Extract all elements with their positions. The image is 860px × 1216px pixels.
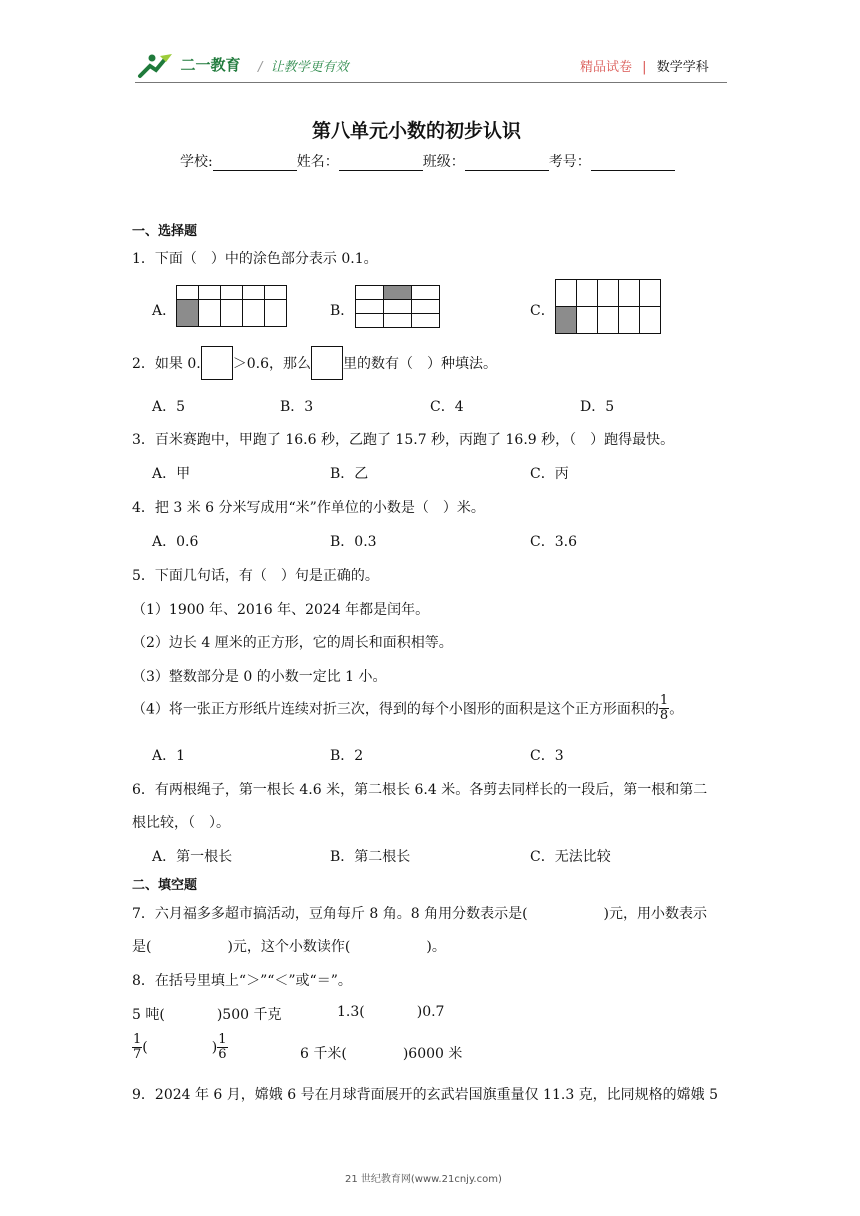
q8-item-4-left: 6 千米( [300,1046,347,1062]
q5-option-a: A．1 [152,748,186,764]
q8-fraction-1 [132,1033,142,1062]
q7-line-2 [132,936,446,956]
q1-figure-a [176,285,287,327]
q1-option-c: C． [530,303,555,319]
q5-statement-4 [132,694,683,723]
q7-text-2: )元，用小数表示 [603,906,708,922]
page-footer: 21 世纪教育网(www.21cnjy.com) [345,1174,502,1185]
q5-fraction-denominator: 8 [659,708,669,723]
q8-fraction-2-denominator: 6 [218,1047,227,1062]
section-heading-fill: 二、填空题 [132,878,198,893]
q6-stem-line-1: 6．有两根绳子，第一根长 4.6 米，第二根长 6.4 米。各剪去同样长的一段后，第一根和第二 [132,782,708,798]
q6-option-c: C．无法比较 [530,849,611,865]
q7-line-1 [132,903,707,923]
q1-option-b: B． [330,303,355,319]
runner-logo-icon [136,52,176,80]
q8-item-4 [300,1043,462,1063]
q5-option-b: B．2 [330,748,364,764]
q2-option-c: C．4 [430,399,464,415]
q8-item-2-left: 1.3( [337,1004,365,1020]
q1-stem: 1．下面（ ）中的涂色部分表示 0.1。 [132,251,378,267]
name-blank[interactable] [339,156,423,171]
slogan-text: 让教学更有效 [270,60,349,75]
q2-text-1: 2．如果 0. [132,356,201,372]
page-title: 第八单元小数的初步认识 [312,120,522,142]
q2-option-d: D．5 [580,399,615,415]
student-info [180,151,675,171]
q2-text-3: 里的数有（ ）种填法。 [342,356,497,372]
q8-fraction-1-denominator: 7 [133,1047,142,1062]
header-subject: 数学学科 [656,60,709,75]
q8-item-2-right: )0.7 [416,1004,445,1020]
q8-item-1 [132,1004,281,1024]
q8-item-2 [337,1004,444,1020]
q4-option-b: B．0.3 [330,534,377,550]
q2-option-a: A．5 [152,399,186,415]
class-label: 班级： [422,154,465,170]
q8-item-4-right: )6000 米 [402,1046,463,1062]
q8-item-3 [132,1033,228,1062]
q1-figure-c [555,279,661,334]
header-divider [135,82,727,83]
q2-text-2: ＞0.6，那么 [232,356,311,372]
slogan: / 让教学更有效 [258,60,349,75]
q5-statement-2: （2）边长 4 厘米的正方形，它的周长和面积相等。 [132,635,453,651]
brand-logo [136,52,240,80]
q2-option-b: B．3 [280,399,314,415]
q5-statement-1: （1）1900 年、2016 年、2024 年都是闰年。 [132,602,430,618]
q8-stem: 8．在括号里填上“＞”“＜”或“＝”。 [132,973,352,989]
q7-text-5: )。 [426,939,446,955]
q5-stem: 5．下面几句话，有（ ）句是正确的。 [132,568,379,584]
class-blank[interactable] [465,156,549,171]
header-separator: | [642,60,647,75]
section-heading-choice: 一、选择题 [132,224,198,239]
header-right [580,56,709,75]
q8-item-1-left: 5 吨( [132,1007,165,1023]
q5-fraction-numerator: 1 [659,693,669,708]
q3-option-a: A．甲 [152,466,191,482]
q8-open-paren: ( [142,1039,148,1056]
q6-stem-line-2: 根比较，（ ）。 [132,815,230,831]
q1-option-a: A． [152,303,177,319]
school-label: 学校: [180,154,213,170]
exam-no-blank[interactable] [591,156,675,171]
q8-close-paren: ) [211,1039,218,1056]
q5-fraction [659,694,669,723]
q6-option-a: A．第一根长 [152,849,233,865]
q8-fraction-2-numerator: 1 [218,1032,227,1047]
q8-fraction-1-numerator: 1 [133,1032,142,1047]
q6-option-b: B．第二根长 [330,849,411,865]
q8-fraction-2 [217,1033,227,1062]
q5-statement-3: （3）整数部分是 0 的小数一定比 1 小。 [132,669,387,685]
q5-statement-4-end: 。 [669,701,684,718]
q9-stem-line-1: 9．2024 年 6 月，嫦娥 6 号在月球背面展开的玄武岩国旗重量仅 11.3 克，比同规格的嫦娥 5 [132,1087,719,1103]
q1-figure-b [355,285,440,328]
name-label: 姓名： [296,154,339,170]
q4-stem: 4．把 3 米 6 分米写成用“米”作单位的小数是（ ）米。 [132,500,485,516]
school-blank[interactable] [213,156,297,171]
q2-answer-box-ref [311,346,343,380]
header-tag: 精品试卷 [580,60,633,75]
q4-option-c: C．3.6 [530,534,577,550]
q2-stem [132,346,497,380]
q8-item-1-right: )500 千克 [216,1007,282,1023]
q2-answer-box[interactable] [201,346,233,380]
q7-text-1: 7．六月福多多超市搞活动，豆角每斤 8 角。8 角用分数表示是( [132,906,528,922]
brand-name: 二一教育 [180,56,241,74]
q7-text-4: )元，这个小数读作( [227,939,351,955]
exam-no-label: 考号： [548,154,591,170]
q7-text-3: 是( [132,939,152,955]
q5-option-c: C．3 [530,748,564,764]
q4-option-a: A．0.6 [152,534,199,550]
q3-option-b: B．乙 [330,466,369,482]
q5-statement-4-text: （4）将一张正方形纸片连续对折三次，得到的每个小图形的面积是这个正方形面积的 [132,701,659,718]
q3-option-c: C．丙 [530,466,569,482]
q3-stem: 3．百米赛跑中，甲跑了 16.6 秒，乙跑了 15.7 秒，丙跑了 16.9 秒，（ ）跑得最快。 [132,432,675,448]
